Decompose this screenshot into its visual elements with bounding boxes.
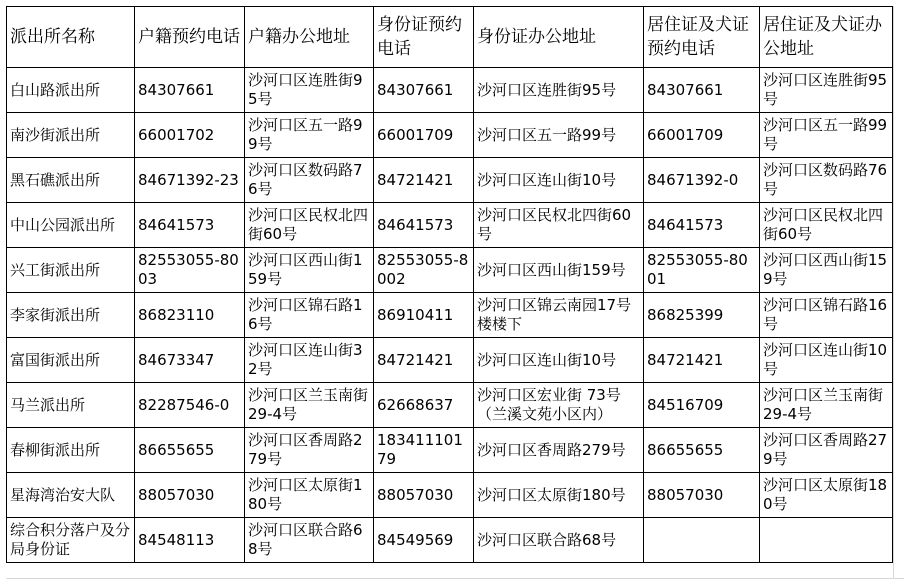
column-header[interactable]: 身份证预约电话 [374,7,474,68]
table-cell[interactable]: 84307661 [644,68,760,113]
table-cell[interactable]: 沙河口区连山街10号 [760,338,893,383]
table-cell[interactable]: 沙河口区民权北四街60号 [474,203,644,248]
table-cell[interactable]: 84721421 [374,338,474,383]
table-cell[interactable]: 84673347 [135,338,245,383]
table-cell[interactable]: 84641573 [135,203,245,248]
table-cell[interactable]: 沙河口区连山街10号 [474,338,644,383]
table-cell[interactable]: 沙河口区连胜街95号 [474,68,644,113]
table-cell[interactable]: 沙河口区数码路76号 [760,158,893,203]
header-row [7,7,893,68]
table-cell[interactable]: 62668637 [374,383,474,428]
table-cell[interactable]: 沙河口区连胜街95号 [760,68,893,113]
table-cell[interactable]: 沙河口区宏业街 73号（兰溪文苑小区内） [474,383,644,428]
table-cell[interactable]: 沙河口区五一路99号 [245,113,374,158]
table-cell[interactable]: 88057030 [374,473,474,518]
column-header[interactable]: 派出所名称 [7,7,135,68]
table-cell[interactable]: 84307661 [135,68,245,113]
table-cell[interactable] [644,518,760,563]
table-cell[interactable]: 86823110 [135,293,245,338]
table-cell[interactable]: 82287546-0 [135,383,245,428]
column-header[interactable]: 居住证及犬证预约电话 [644,7,760,68]
station-name-cell[interactable]: 李家街派出所 [7,293,135,338]
table-cell[interactable]: 84548113 [135,518,245,563]
station-name-cell[interactable]: 马兰派出所 [7,383,135,428]
table-cell[interactable]: 沙河口区兰玉南街29-4号 [760,383,893,428]
table-cell[interactable]: 84721421 [644,338,760,383]
column-header[interactable]: 身份证办公地址 [474,7,644,68]
table-cell[interactable]: 84549569 [374,518,474,563]
table-cell[interactable]: 18341110179 [374,428,474,473]
table-row [7,113,893,158]
table-cell[interactable]: 84641573 [374,203,474,248]
table-cell[interactable]: 沙河口区香周路279号 [760,428,893,473]
table-cell[interactable]: 沙河口区数码路76号 [245,158,374,203]
table-cell[interactable]: 86910411 [374,293,474,338]
table-cell[interactable]: 沙河口区西山街159号 [474,248,644,293]
table-cell[interactable]: 沙河口区西山街159号 [760,248,893,293]
table-cell[interactable]: 沙河口区锦石路16号 [245,293,374,338]
table-cell[interactable]: 沙河口区太原街180号 [474,473,644,518]
column-header[interactable]: 户籍预约电话 [135,7,245,68]
table-cell[interactable] [760,518,893,563]
table-cell[interactable]: 84671392-0 [644,158,760,203]
table-cell[interactable]: 84671392-23 [135,158,245,203]
table-cell[interactable]: 66001702 [135,113,245,158]
table-cell[interactable]: 沙河口区联合路68号 [474,518,644,563]
table-cell[interactable]: 沙河口区五一路99号 [474,113,644,158]
table-row [7,383,893,428]
table-cell[interactable]: 88057030 [135,473,245,518]
station-name-cell[interactable]: 综合积分落户及分局身份证 [7,518,135,563]
table-cell[interactable]: 84641573 [644,203,760,248]
station-name-cell[interactable]: 春柳街派出所 [7,428,135,473]
station-name-cell[interactable]: 南沙街派出所 [7,113,135,158]
station-name-cell[interactable]: 白山路派出所 [7,68,135,113]
station-name-cell[interactable]: 兴工街派出所 [7,248,135,293]
table-row [7,473,893,518]
table-cell[interactable]: 沙河口区连山街10号 [474,158,644,203]
table-row [7,338,893,383]
table-row [7,428,893,473]
table-cell[interactable]: 84307661 [374,68,474,113]
table-cell[interactable]: 84721421 [374,158,474,203]
table-cell[interactable]: 88057030 [644,473,760,518]
column-header[interactable]: 居住证及犬证办公地址 [760,7,893,68]
table-cell[interactable]: 84516709 [644,383,760,428]
table-cell[interactable]: 82553055-8003 [135,248,245,293]
table-cell[interactable]: 沙河口区香周路279号 [245,428,374,473]
table-cell[interactable]: 沙河口区民权北四街60号 [760,203,893,248]
table-row [7,68,893,113]
table-row [7,518,893,563]
station-name-cell[interactable]: 黑石礁派出所 [7,158,135,203]
station-name-cell[interactable]: 富国街派出所 [7,338,135,383]
table-cell[interactable]: 86655655 [644,428,760,473]
station-name-cell[interactable]: 星海湾治安大队 [7,473,135,518]
table-cell[interactable]: 66001709 [644,113,760,158]
table-cell[interactable]: 沙河口区连胜街95号 [245,68,374,113]
table-cell[interactable]: 沙河口区联合路68号 [245,518,374,563]
table-cell[interactable]: 沙河口区锦石路16号 [760,293,893,338]
table-cell[interactable]: 沙河口区太原街180号 [760,473,893,518]
table-cell[interactable]: 沙河口区太原街180号 [245,473,374,518]
station-name-cell[interactable]: 中山公园派出所 [7,203,135,248]
table-row [7,158,893,203]
table-cell[interactable]: 66001709 [374,113,474,158]
table-cell[interactable]: 沙河口区连山街32号 [245,338,374,383]
table-cell[interactable]: 86825399 [644,293,760,338]
table-cell[interactable]: 沙河口区香周路279号 [474,428,644,473]
table-cell[interactable]: 82553055-8002 [374,248,474,293]
table-body [7,68,893,563]
sheet-gridline-right [893,6,904,578]
table-cell[interactable]: 82553055-8001 [644,248,760,293]
table-cell[interactable]: 沙河口区民权北四街60号 [245,203,374,248]
table-cell[interactable]: 沙河口区五一路99号 [760,113,893,158]
table-row [7,293,893,338]
table-row [7,203,893,248]
table-cell[interactable]: 沙河口区西山街159号 [245,248,374,293]
table-cell[interactable]: 86655655 [135,428,245,473]
table-row [7,248,893,293]
table-cell[interactable]: 沙河口区锦云南园17号楼楼下 [474,293,644,338]
column-header[interactable]: 户籍办公地址 [245,7,374,68]
table-cell[interactable]: 沙河口区兰玉南街29-4号 [245,383,374,428]
police-station-table [6,6,893,563]
